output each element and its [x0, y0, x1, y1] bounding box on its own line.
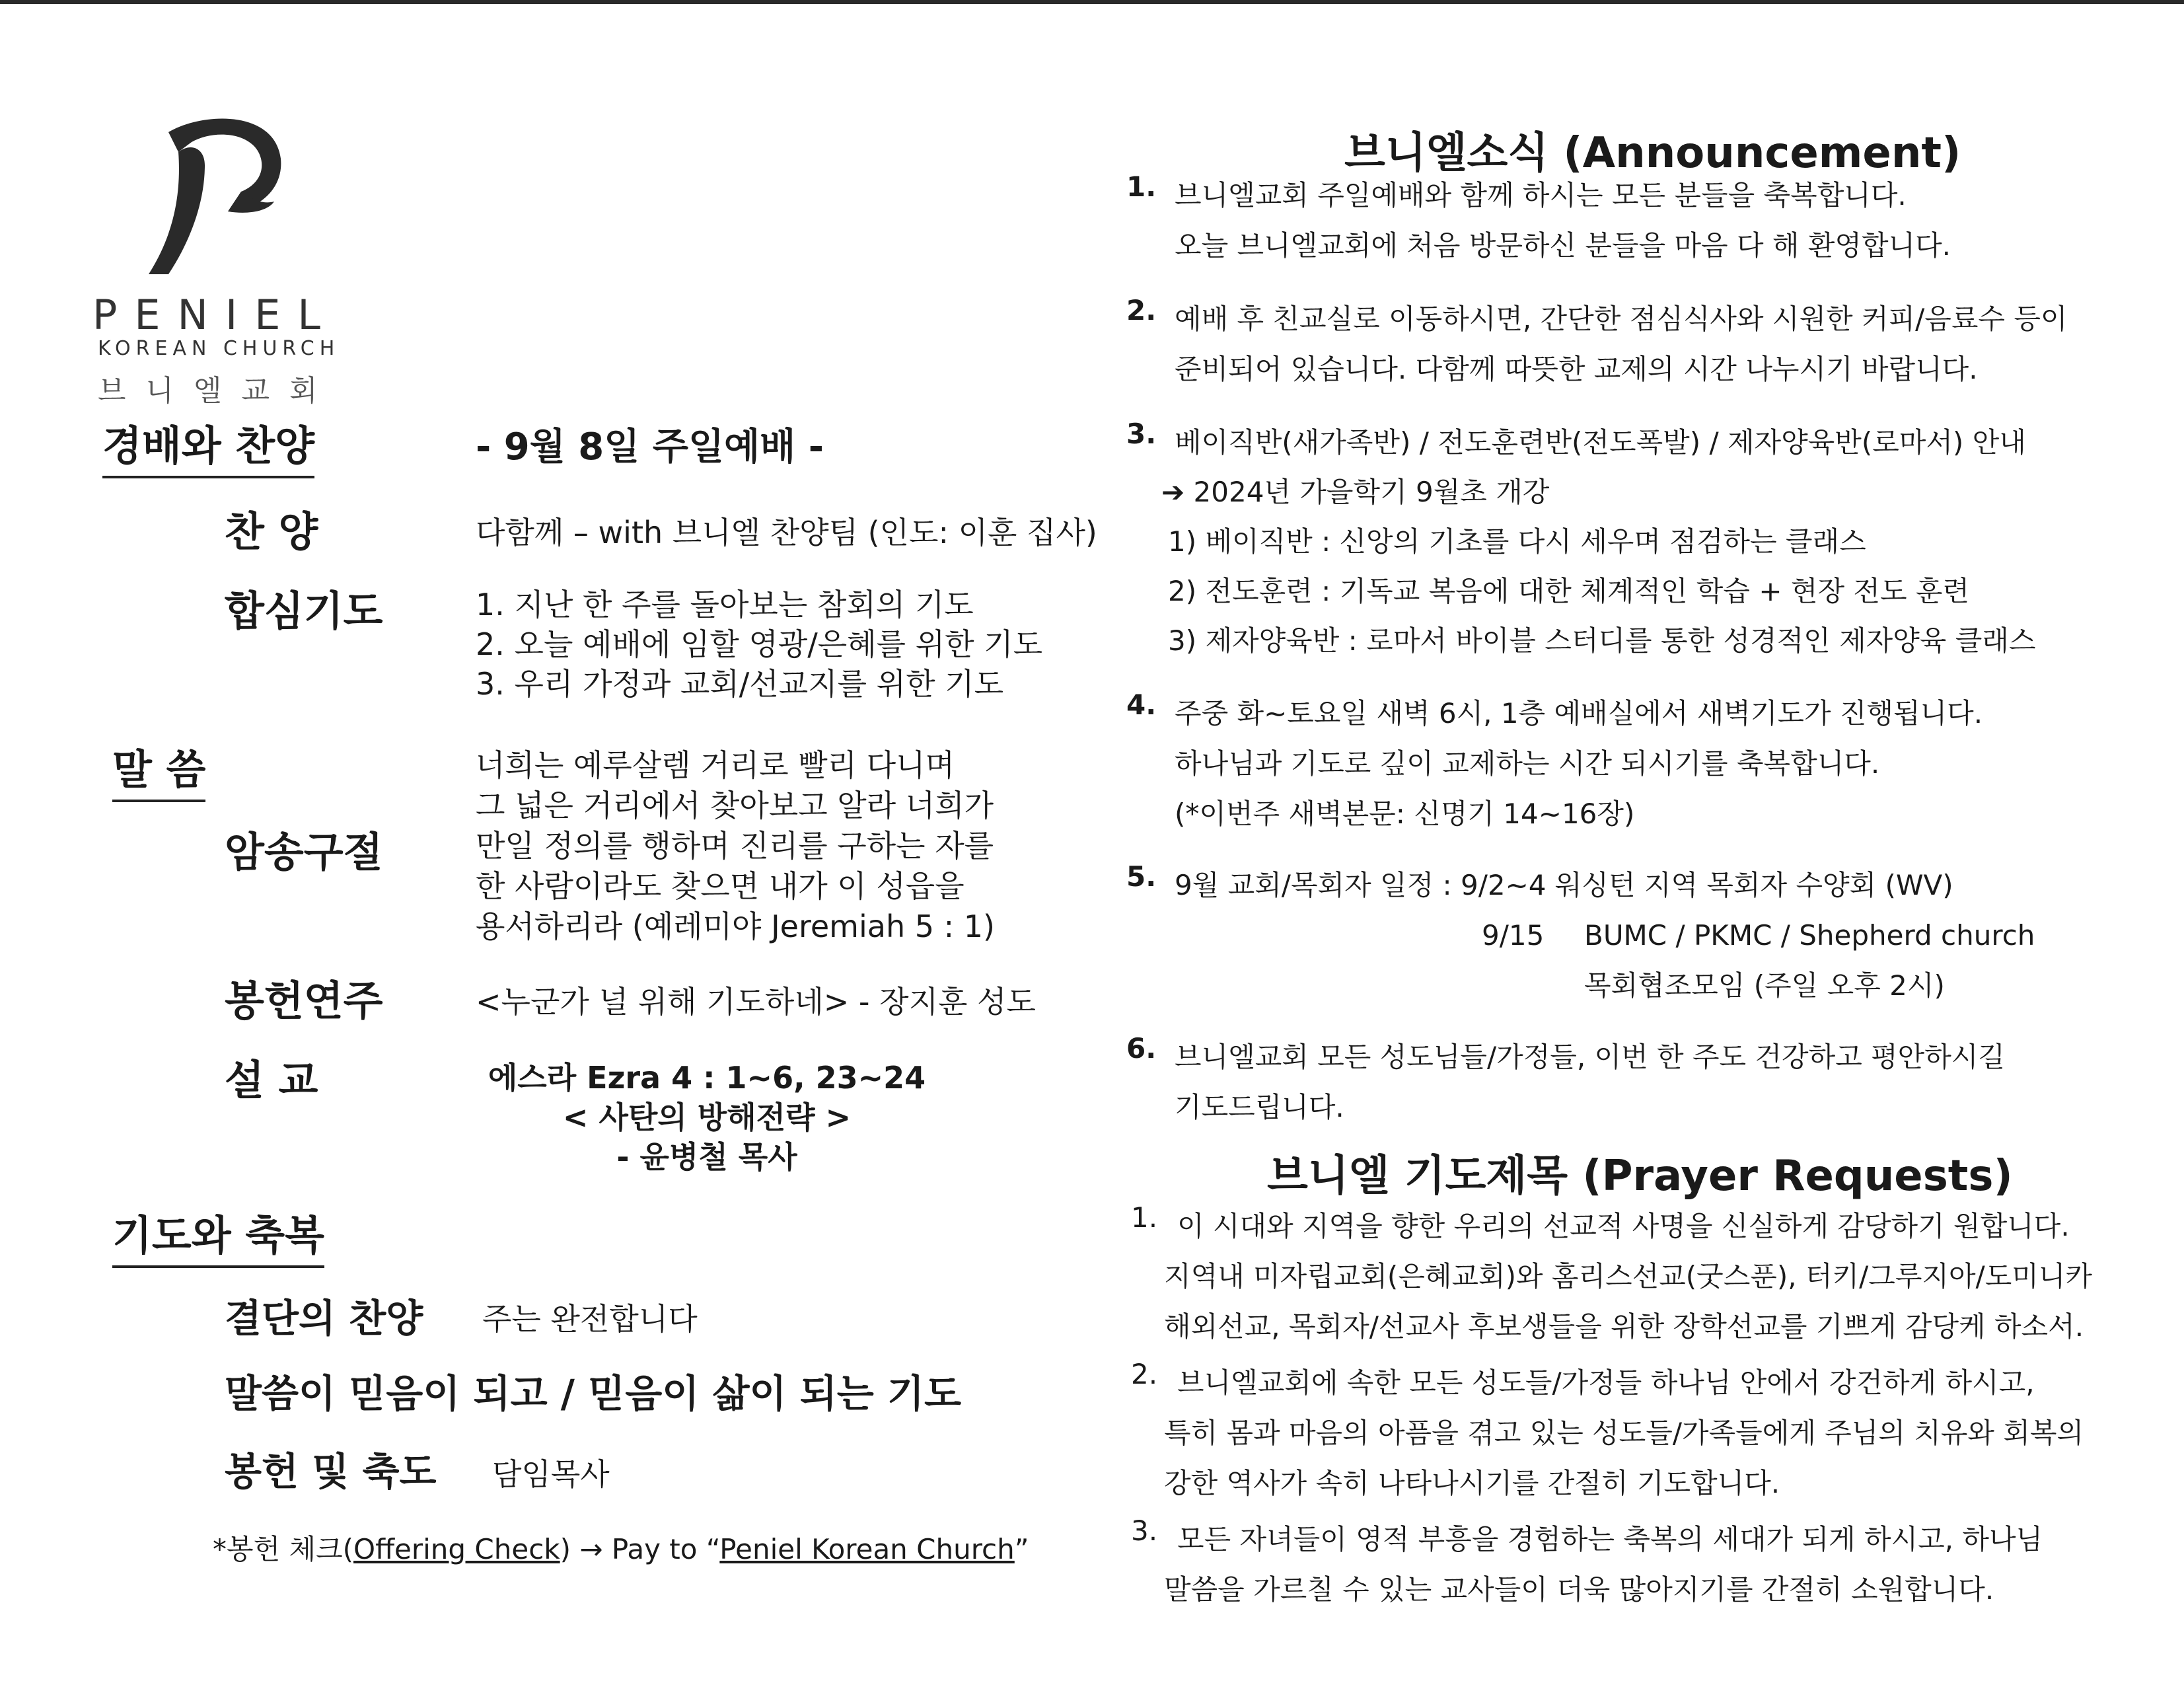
- prayer-request-line: 이 시대와 지역을 향한 우리의 선교적 사명을 신실하게 감당하기 원합니다.: [1177, 1210, 2070, 1242]
- prayer-request-line: 지역내 미자립교회(은혜교회)와 홈리스선교(굿스푼), 터키/그루지아/도미니카: [1164, 1260, 2092, 1292]
- announcement-line: 기도드립니다.: [1175, 1091, 1344, 1123]
- announcement-5: 9월 교회/목회자 일정 : 9/2~4 워싱턴 지역 목회자 수양회 (WV): [1175, 869, 1953, 901]
- prayer-request-line: 말씀을 가르칠 수 있는 교사들이 더욱 많아지기를 간절히 소원합니다.: [1164, 1573, 1994, 1606]
- prayer-request-line: 브니엘교회에 속한 모든 성도들/가정들 하나님 안에서 강건하게 하시고,: [1177, 1366, 2035, 1399]
- prayer-request-1: [1164, 1201, 2092, 1352]
- announcement-line: BUMC / PKMC / Shepherd church: [1584, 919, 2035, 952]
- worship-heading: 경배와 찬양: [102, 413, 314, 478]
- prayer-request-number: 3.: [1131, 1514, 1158, 1547]
- offering-note-suffix: ”: [1014, 1533, 1029, 1565]
- announcement-line: 오늘 브니엘교회에 처음 방문하신 분들을 마음 다 해 환영합니다.: [1175, 229, 1951, 262]
- memory-verse-line: 만일 정의를 행하며 진리를 구하는 자를: [476, 828, 994, 864]
- sermon-preacher: - 윤병철 목사: [616, 1139, 797, 1175]
- sermon-scripture: 에스라 Ezra 4 : 1~6, 23~24: [488, 1060, 926, 1096]
- prayer-item: 3. 우리 가정과 교회/선교지를 위한 기도: [476, 666, 1004, 702]
- announcement-number: 6.: [1126, 1032, 1157, 1065]
- prayer-line: 말씀이 믿음이 되고 / 믿음이 삶이 되는 기도: [225, 1371, 962, 1416]
- commit-song-text: 주는 완전합니다: [482, 1301, 698, 1337]
- prayer-request-line: 해외선교, 목회자/선교사 후보생들을 위한 장학선교를 기쁘게 감당케 하소서.: [1164, 1310, 2084, 1343]
- announcement-title: 브니엘소식 (Announcement): [1344, 129, 1961, 178]
- offering-check: Offering Check: [353, 1533, 560, 1565]
- announcement-line: 목회협조모임 (주일 오후 2시): [1584, 969, 1945, 1002]
- announcement-line: 베이직반(새가족반) / 전도훈련반(전도폭발) / 제자양육반(로마서) 안내: [1175, 426, 2026, 459]
- announcement-line: (*이번주 새벽본문: 신명기 14~16장): [1175, 798, 1635, 830]
- announcement-number: 4.: [1126, 689, 1157, 721]
- logo-name-ko: 브니엘교회: [98, 374, 338, 408]
- announcement-line: 하나님과 기도로 깊이 교제하는 시간 되시기를 축복합니다.: [1175, 747, 1880, 780]
- announcement-5-date: 9/15: [1482, 919, 1545, 952]
- prayer-request-line: 모든 자녀들이 영적 부흥을 경험하는 축복의 세대가 되게 하시고, 하나님: [1177, 1523, 2043, 1555]
- memory-verse-line: 용서하리라 (예레미야 Jeremiah 5 : 1): [476, 909, 995, 944]
- prayer-request-line: 특히 몸과 마음의 아픔을 겪고 있는 성도들/가족들에게 주님의 치유와 회복의: [1164, 1417, 2084, 1449]
- praise-text: 다함께 – with 브니엘 찬양팀 (인도: 이훈 집사): [476, 515, 1097, 550]
- prayer-request-line: 강한 역사가 속히 나타나시기를 간절히 기도합니다.: [1164, 1467, 1780, 1499]
- announcement-number: 5.: [1126, 860, 1157, 893]
- logo-subtitle-en: KOREAN CHURCH: [98, 337, 340, 360]
- announcement-line: 예배 후 친교실로 이동하시면, 간단한 점심식사와 시원한 커피/음료수 등이: [1175, 303, 2068, 335]
- sermon-label: 설 교: [225, 1056, 318, 1104]
- announcement-line: 1) 베이직반 : 신앙의 기초를 다시 세우며 점검하는 클래스: [1168, 525, 1866, 558]
- offering-payee: Peniel Korean Church: [719, 1533, 1015, 1565]
- announcement-line: ➔ 2024년 가을학기 9월초 개강: [1161, 476, 1550, 508]
- announcement-line: 주중 화~토요일 새벽 6시, 1층 예배실에서 새벽기도가 진행됩니다.: [1175, 697, 1983, 729]
- announcement-6: [1175, 1032, 2005, 1133]
- prayer-requests-title: 브니엘 기도제목 (Prayer Requests): [1267, 1152, 2013, 1201]
- prayer-request-number: 2.: [1131, 1358, 1158, 1390]
- memory-verse-line: 한 사람이라도 찾으면 내가 이 성읍을: [476, 868, 965, 904]
- announcement-5-event: [1584, 911, 2035, 1011]
- peniel-logo-icon: [142, 112, 294, 278]
- service-title: - 9월 8일 주일예배 -: [476, 426, 824, 468]
- scan-top-edge: [0, 0, 2184, 4]
- benediction-text: 담임목사: [492, 1456, 610, 1492]
- memory-verse-text: [476, 745, 995, 947]
- announcement-line: 3) 제자양육반 : 로마서 바이블 스터디를 통한 성경적인 제자양육 클래스: [1168, 624, 2036, 657]
- praise-label: 찬 양: [225, 507, 318, 556]
- offering-note-prefix: *봉헌 체크(: [213, 1533, 354, 1565]
- sermon-title: < 사탄의 방해전략 >: [562, 1100, 852, 1135]
- announcement-1: [1175, 170, 1951, 271]
- prayer-request-3: [1164, 1514, 2043, 1615]
- offering-note: [213, 1528, 1029, 1567]
- prayer-item: 2. 오늘 예배에 임할 영광/은혜를 위한 기도: [476, 626, 1043, 662]
- prayer-request-2: [1164, 1358, 2084, 1509]
- offering-note-mid: ) → Pay to “: [560, 1533, 720, 1565]
- announcement-number: 1.: [1126, 170, 1157, 203]
- announcement-line: 브니엘교회 주일예배와 함께 하시는 모든 분들을 축복합니다.: [1175, 179, 1907, 211]
- benediction-label: 봉헌 및 축도: [225, 1449, 437, 1494]
- prayer-request-number: 1.: [1131, 1201, 1158, 1234]
- announcement-number: 3.: [1126, 418, 1157, 450]
- announcement-3: [1161, 418, 2036, 665]
- memory-verse-label: 암송구절: [225, 828, 383, 876]
- offering-music-text: <누군가 널 위해 기도하네> - 장지훈 성도: [476, 984, 1036, 1020]
- announcement-line: 준비되어 있습니다. 다함께 따뜻한 교제의 시간 나누시기 바랍니다.: [1175, 353, 1978, 385]
- prayer-label: 합심기도: [225, 587, 383, 635]
- prayer-item: 1. 지난 한 주를 돌아보는 참회의 기도: [476, 587, 974, 622]
- memory-verse-line: 그 넓은 거리에서 찾아보고 알라 너희가: [476, 788, 994, 823]
- announcement-4: [1175, 689, 1983, 839]
- announcement-line: 브니엘교회 모든 성도님들/가정들, 이번 한 주도 건강하고 평안하시길: [1175, 1041, 2005, 1073]
- announcement-number: 2.: [1126, 294, 1157, 326]
- announcement-2: [1175, 294, 2067, 394]
- commit-song-label: 결단의 찬양: [225, 1296, 423, 1341]
- word-heading: 말 씀: [112, 737, 205, 802]
- logo-name-en: PENIEL: [92, 291, 338, 339]
- offering-music-label: 봉헌연주: [225, 977, 383, 1025]
- memory-verse-line: 너희는 예루살렘 거리로 빨리 다니며: [476, 747, 955, 783]
- blessing-heading: 기도와 축복: [112, 1203, 324, 1268]
- prayer-list: [476, 585, 1042, 704]
- announcement-line: 2) 전도훈련 : 기독교 복음에 대한 체계적인 학습 + 현장 전도 훈련: [1168, 575, 1970, 607]
